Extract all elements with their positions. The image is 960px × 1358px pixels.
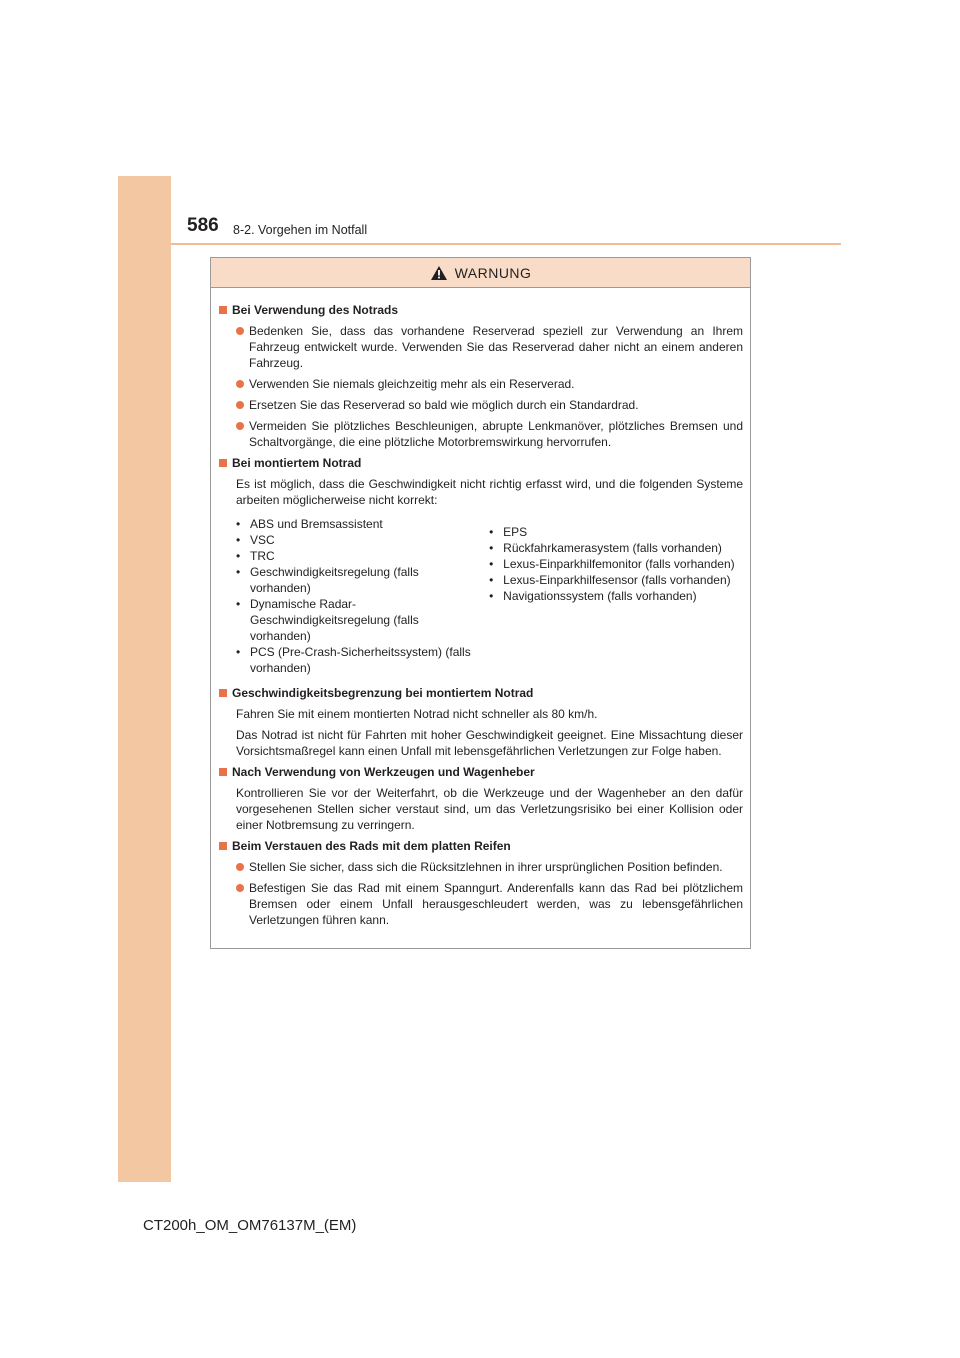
bullet-item: Stellen Sie sicher, dass sich die Rücksitzlehnen in ihrer ursprünglichen Position befinden.	[236, 859, 743, 875]
square-bullet-icon	[219, 459, 227, 467]
list-item: • Geschwindigkeitsregelung (falls vorhanden)	[236, 565, 419, 595]
list-item: • TRC	[236, 549, 275, 563]
list-item: • Rückfahrkamerasystem (falls vorhanden)	[489, 541, 722, 555]
paragraph: Es ist möglich, dass die Geschwindigkeit nicht richtig erfasst wird, und die folgenden Systeme arbeiten möglicherweise nicht korrekt:	[236, 477, 743, 507]
warning-triangle-icon	[430, 265, 448, 281]
square-bullet-icon	[219, 842, 227, 850]
section-heading: Geschwindigkeitsbegrenzung bei montiertem Notrad	[218, 685, 743, 701]
system-list-left	[236, 516, 475, 676]
bullet-item: Ersetzen Sie das Reserverad so bald wie möglich durch ein Standardrad.	[236, 397, 743, 413]
bullet-item: Bedenken Sie, dass das vorhandene Reserverad speziell zur Verwendung an Ihrem Fahrzeug entwickelt wurde. Verwenden Sie das Reserverad daher nicht an einem anderen Fahrzeug.	[236, 323, 743, 371]
system-list-right	[475, 516, 743, 676]
list-item: • Lexus-Einparkhilfesensor (falls vorhanden)	[489, 573, 731, 587]
list-item: • Dynamische Radar-Geschwindigkeitsregelung (falls vorhanden)	[236, 597, 419, 643]
square-bullet-icon	[219, 306, 227, 314]
section-heading: Nach Verwendung von Werkzeugen und Wagenheber	[218, 764, 743, 780]
bullet-item: Befestigen Sie das Rad mit einem Spanngurt. Anderenfalls kann das Rad bei plötzlichem Bremsen oder einem Unfall herausgeschleudert werden, was zu lebensgefährlichen Verletzungen führen kann.	[236, 880, 743, 928]
bullet-item: Verwenden Sie niemals gleichzeitig mehr als ein Reserverad.	[236, 376, 743, 392]
side-band	[118, 176, 171, 1182]
warning-header	[211, 258, 750, 288]
square-bullet-icon	[219, 689, 227, 697]
warning-box	[210, 257, 751, 949]
section-heading: Bei montiertem Notrad	[218, 455, 743, 471]
warning-body	[211, 288, 750, 928]
round-bullet-icon	[236, 863, 244, 871]
list-item: • ABS und Bremsassistent	[236, 517, 383, 531]
page-number: 586	[187, 215, 219, 236]
list-item: • EPS	[489, 525, 528, 539]
round-bullet-icon	[236, 327, 244, 335]
list-item: • Navigationssystem (falls vorhanden)	[489, 589, 697, 603]
list-item: • VSC	[236, 533, 275, 547]
round-bullet-icon	[236, 422, 244, 430]
round-bullet-icon	[236, 884, 244, 892]
round-bullet-icon	[236, 401, 244, 409]
section-heading: Beim Verstauen des Rads mit dem platten Reifen	[218, 838, 743, 854]
warning-title: WARNUNG	[454, 264, 532, 281]
square-bullet-icon	[219, 768, 227, 776]
paragraph: Kontrollieren Sie vor der Weiterfahrt, ob die Werkzeuge und der Wagenheber an den dafür vorgesehenen Stellen sicher verstaut sind, um das Verletzungsrisiko bei einer Kollision oder einer Notbremsung zu verringern.	[236, 786, 743, 832]
paragraph: Das Notrad ist nicht für Fahrten mit hoher Geschwindigkeit geeignet. Eine Missachtung dieser Vorsichtsmaßregel kann einen Unfall mit lebensgefährlichen Verletzungen zur Folge haben.	[236, 728, 743, 758]
list-item: • PCS (Pre-Crash-Sicherheitssystem) (falls vorhanden)	[236, 645, 471, 675]
bullet-item: Vermeiden Sie plötzliches Beschleunigen, abrupte Lenkmanöver, plötzliches Bremsen und Schaltvorgänge, die eine plötzliche Motorbremswirkung hervorrufen.	[236, 418, 743, 450]
list-item: • Lexus-Einparkhilfemonitor (falls vorhanden)	[489, 557, 735, 571]
round-bullet-icon	[236, 380, 244, 388]
section-title: 8-2. Vorgehen im Notfall	[233, 223, 368, 237]
document-code: CT200h_OM_OM76137M_(EM)	[143, 1217, 357, 1234]
paragraph: Fahren Sie mit einem montierten Notrad nicht schneller als 80 km/h.	[236, 707, 598, 721]
header-divider	[171, 243, 841, 245]
section-heading: Bei Verwendung des Notrads	[218, 302, 743, 318]
system-list	[236, 516, 743, 676]
